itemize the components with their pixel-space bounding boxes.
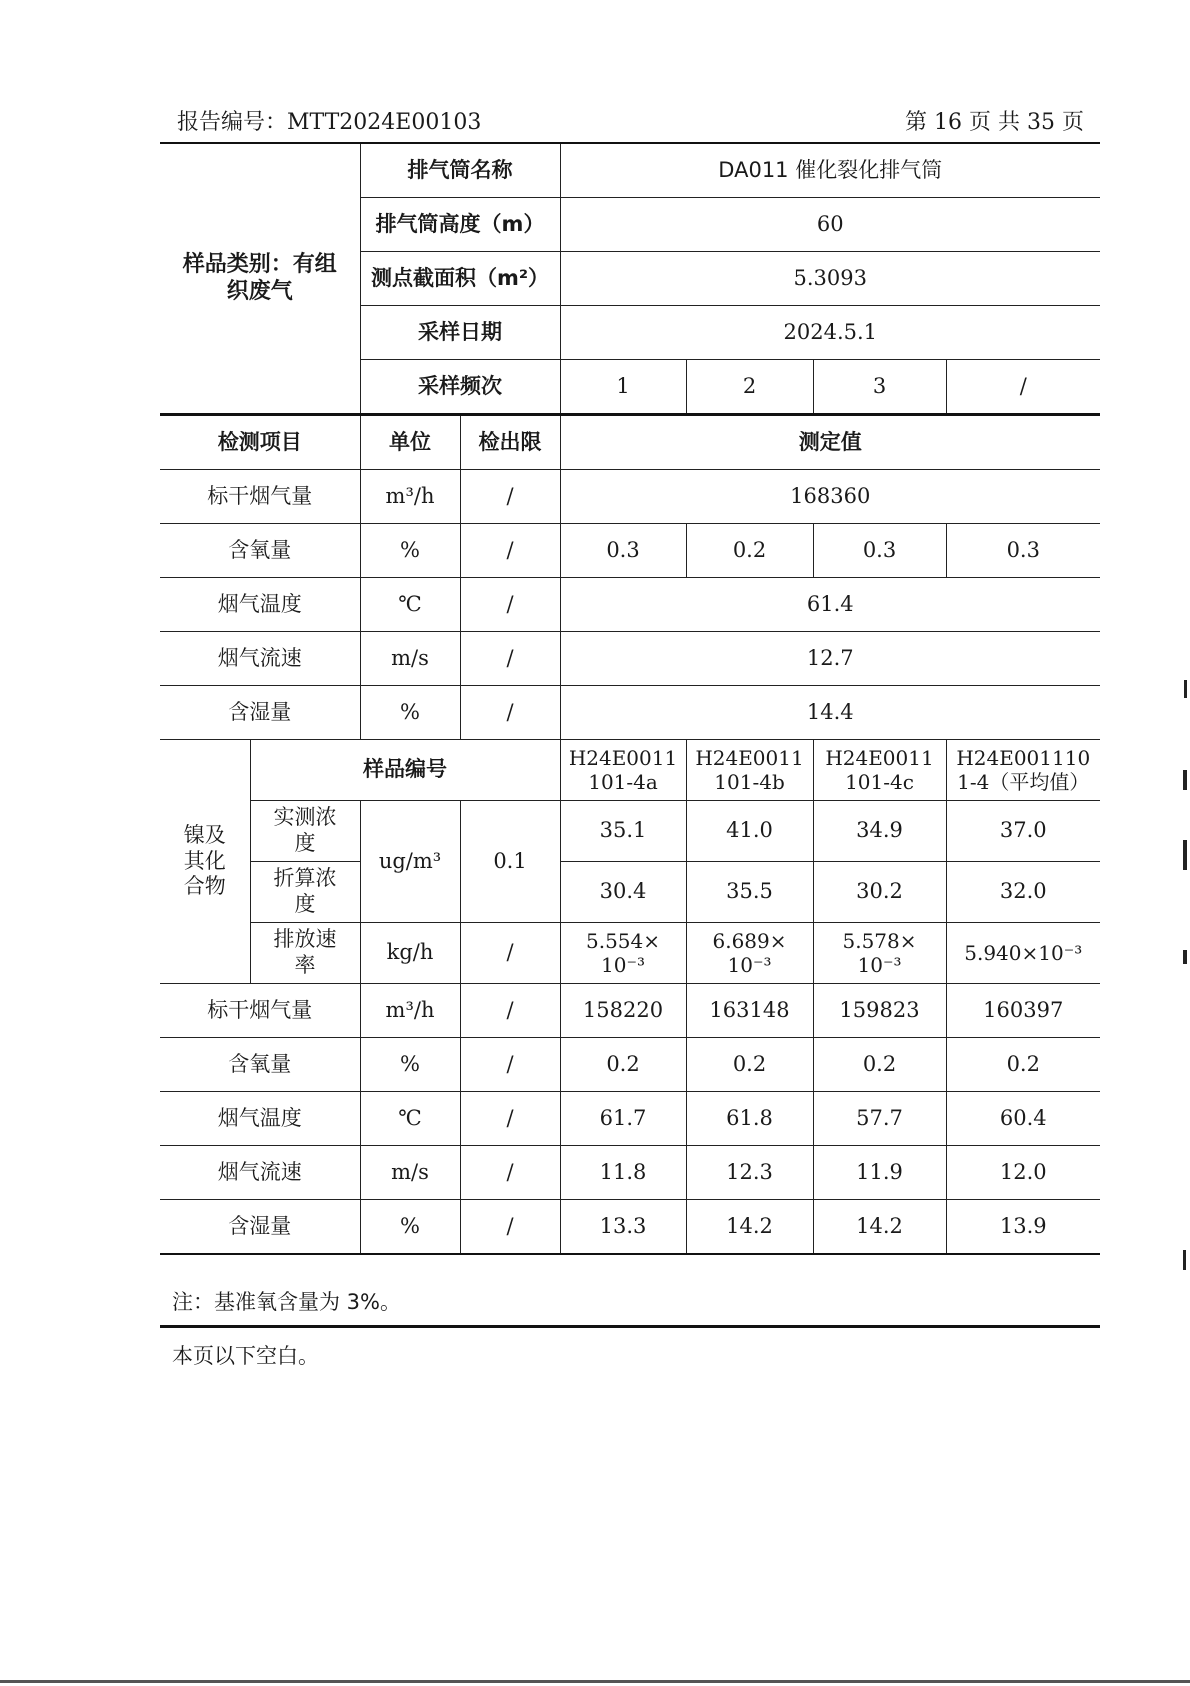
converted-value: 30.2 — [813, 862, 946, 923]
param-value: 14.4 — [560, 686, 1100, 740]
scan-edge-mark — [1183, 1250, 1186, 1270]
converted-value: 35.5 — [686, 862, 813, 923]
rate-value: 6.689× 10⁻³ — [686, 923, 813, 984]
col-item: 检测项目 — [160, 415, 360, 470]
param-value: 163148 — [686, 984, 813, 1038]
param-unit: m³/h — [360, 984, 460, 1038]
stack-height-label: 排气筒高度（m） — [360, 198, 560, 252]
table-row — [160, 1092, 1100, 1146]
col-unit: 单位 — [360, 415, 460, 470]
param-value: 61.7 — [560, 1092, 686, 1146]
param-unit: ℃ — [360, 1092, 460, 1146]
param-value: 0.2 — [813, 1038, 946, 1092]
sample-no: H24E0011 101-4a — [560, 740, 686, 801]
date-value: 2024.5.1 — [560, 306, 1100, 360]
param-name: 烟气流速 — [160, 1146, 360, 1200]
converted-row — [160, 862, 1100, 923]
freq-label: 采样频次 — [360, 360, 560, 415]
param-limit: / — [460, 1092, 560, 1146]
param-value: 12.3 — [686, 1146, 813, 1200]
param-name: 烟气温度 — [160, 1092, 360, 1146]
param-value: 0.3 — [560, 524, 686, 578]
rate-value: 5.940×10⁻³ — [946, 923, 1100, 984]
param-value: 60.4 — [946, 1092, 1100, 1146]
param-value: 0.2 — [946, 1038, 1100, 1092]
scan-bottom-edge — [0, 1680, 1190, 1683]
param-value: 0.2 — [686, 1038, 813, 1092]
param-value: 0.2 — [560, 1038, 686, 1092]
oxygen-note: 注：基准氧含量为 3%。 — [172, 1290, 401, 1314]
param-name: 烟气温度 — [160, 578, 360, 632]
nickel-group-label: 镍及其化合物 — [160, 740, 250, 984]
row-stack-name — [160, 143, 1100, 198]
date-label: 采样日期 — [360, 306, 560, 360]
measured-label: 实测浓度 — [250, 801, 360, 862]
table-row — [160, 1146, 1100, 1200]
blank-note: 本页以下空白。 — [172, 1344, 319, 1368]
param-unit: m/s — [360, 1146, 460, 1200]
rate-row — [160, 923, 1100, 984]
freq-3: 3 — [813, 360, 946, 415]
param-name: 烟气流速 — [160, 632, 360, 686]
table-row — [160, 1038, 1100, 1092]
param-value: 14.2 — [813, 1200, 946, 1255]
param-value: 12.7 — [560, 632, 1100, 686]
page-info: 第 16 页 共 35 页 — [905, 110, 1084, 135]
converted-value: 32.0 — [946, 862, 1100, 923]
rate-limit: / — [460, 923, 560, 984]
table-row — [160, 470, 1100, 524]
param-limit: / — [460, 1200, 560, 1255]
param-value: 0.2 — [686, 524, 813, 578]
param-limit: / — [460, 984, 560, 1038]
measured-value: 41.0 — [686, 801, 813, 862]
param-value: 159823 — [813, 984, 946, 1038]
table-row — [160, 686, 1100, 740]
stack-height-value: 60 — [560, 198, 1100, 252]
param-name: 含氧量 — [160, 1038, 360, 1092]
param-name: 标干烟气量 — [160, 984, 360, 1038]
sample-no-label: 样品编号 — [250, 740, 560, 801]
table-row — [160, 524, 1100, 578]
scan-edge-mark — [1183, 840, 1187, 870]
param-value: 12.0 — [946, 1146, 1100, 1200]
converted-label: 折算浓度 — [250, 862, 360, 923]
scan-edge-mark — [1183, 770, 1187, 790]
param-value: 168360 — [560, 470, 1100, 524]
param-value: 61.8 — [686, 1092, 813, 1146]
param-name: 含氧量 — [160, 524, 360, 578]
param-value: 11.8 — [560, 1146, 686, 1200]
measured-value: 34.9 — [813, 801, 946, 862]
table-row — [160, 578, 1100, 632]
param-name: 含湿量 — [160, 1200, 360, 1255]
table-row — [160, 984, 1100, 1038]
column-header-row — [160, 415, 1100, 470]
param-limit: / — [460, 686, 560, 740]
param-value: 0.3 — [813, 524, 946, 578]
rate-value: 5.554× 10⁻³ — [560, 923, 686, 984]
param-limit: / — [460, 470, 560, 524]
param-value: 0.3 — [946, 524, 1100, 578]
rate-label: 排放速率 — [250, 923, 360, 984]
param-name: 含湿量 — [160, 686, 360, 740]
results-table — [160, 142, 1100, 1255]
param-value: 61.4 — [560, 578, 1100, 632]
report-number: 报告编号：MTT2024E00103 — [177, 110, 482, 135]
measured-value: 35.1 — [560, 801, 686, 862]
table-row — [160, 632, 1100, 686]
param-limit: / — [460, 1146, 560, 1200]
area-value: 5.3093 — [560, 252, 1100, 306]
area-label: 测点截面积（m²） — [360, 252, 560, 306]
param-value: 160397 — [946, 984, 1100, 1038]
param-value: 11.9 — [813, 1146, 946, 1200]
note-divider — [160, 1325, 1100, 1328]
freq-4: / — [946, 360, 1100, 415]
param-unit: m³/h — [360, 470, 460, 524]
conc-limit: 0.1 — [460, 801, 560, 923]
sample-no: H24E0011 101-4c — [813, 740, 946, 801]
param-unit: m/s — [360, 632, 460, 686]
stack-name-label: 排气筒名称 — [360, 143, 560, 198]
sample-number-row — [160, 740, 1100, 801]
measured-value: 37.0 — [946, 801, 1100, 862]
col-limit: 检出限 — [460, 415, 560, 470]
col-value: 测定值 — [560, 415, 1100, 470]
param-unit: % — [360, 1038, 460, 1092]
page-header — [177, 105, 1084, 136]
sample-no: H24E0011 101-4b — [686, 740, 813, 801]
measured-row — [160, 801, 1100, 862]
freq-1: 1 — [560, 360, 686, 415]
param-value: 13.9 — [946, 1200, 1100, 1255]
sample-no: H24E001110 1-4（平均值） — [946, 740, 1100, 801]
param-value: 13.3 — [560, 1200, 686, 1255]
param-name: 标干烟气量 — [160, 470, 360, 524]
param-limit: / — [460, 1038, 560, 1092]
conc-unit: ug/m³ — [360, 801, 460, 923]
param-unit: % — [360, 686, 460, 740]
param-limit: / — [460, 632, 560, 686]
param-unit: % — [360, 1200, 460, 1255]
param-value: 158220 — [560, 984, 686, 1038]
param-limit: / — [460, 578, 560, 632]
param-value: 14.2 — [686, 1200, 813, 1255]
sample-category: 样品类别：有组织废气 — [160, 143, 360, 415]
scan-edge-mark — [1184, 680, 1187, 698]
scan-edge-mark — [1183, 950, 1187, 964]
param-value: 57.7 — [813, 1092, 946, 1146]
stack-name-value: DA011 催化裂化排气筒 — [560, 143, 1100, 198]
rate-unit: kg/h — [360, 923, 460, 984]
param-unit: ℃ — [360, 578, 460, 632]
rate-value: 5.578× 10⁻³ — [813, 923, 946, 984]
table-row — [160, 1200, 1100, 1255]
param-limit: / — [460, 524, 560, 578]
freq-2: 2 — [686, 360, 813, 415]
converted-value: 30.4 — [560, 862, 686, 923]
param-unit: % — [360, 524, 460, 578]
